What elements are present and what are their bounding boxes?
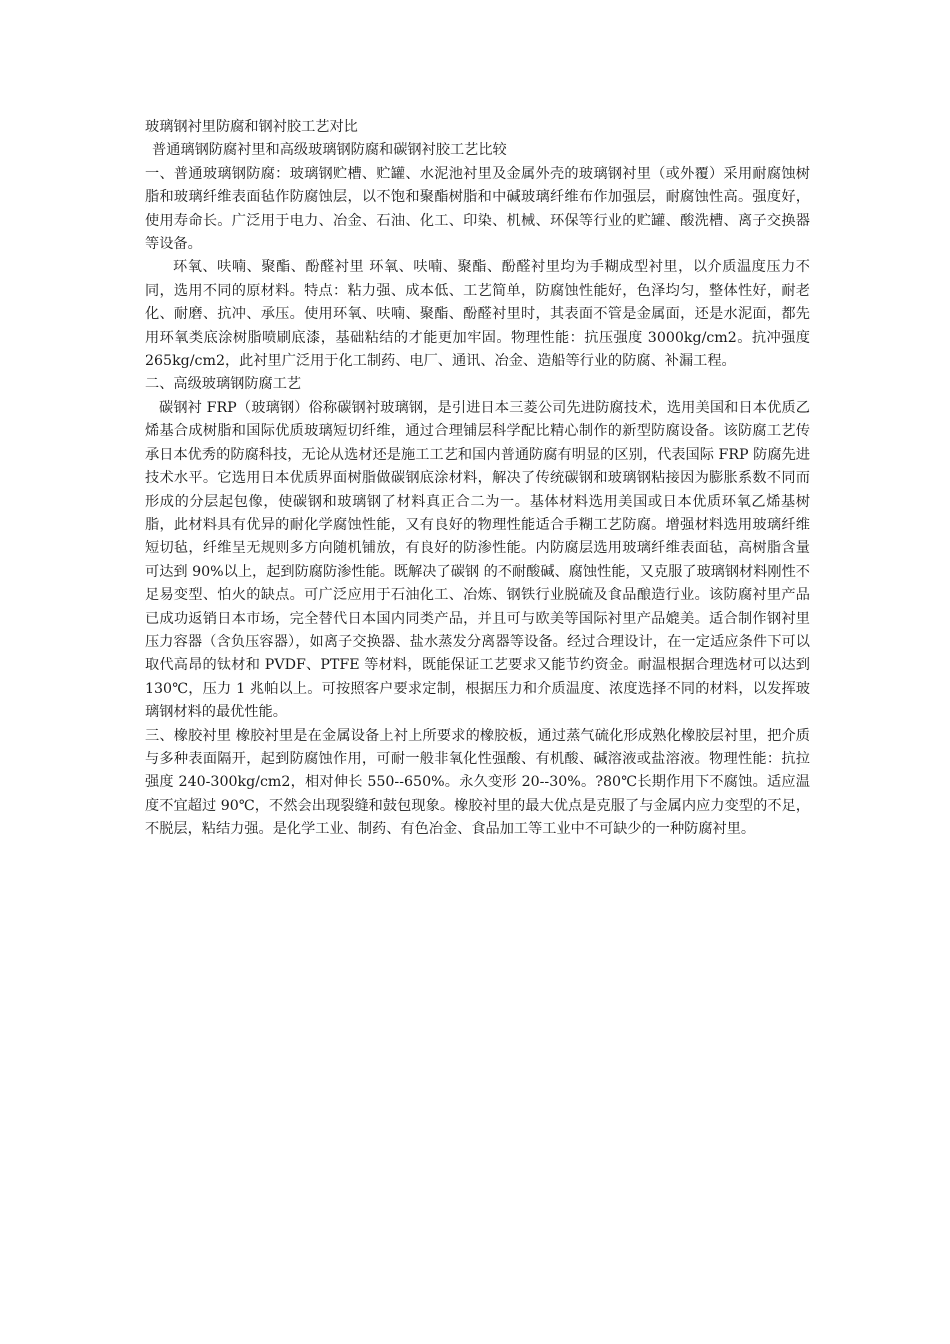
section-epoxy-lining: 环氧、呋喃、聚酯、酚醛衬里 环氧、呋喃、聚酯、酚醛衬里均为手糊成型衬里，以介质温度压力不同，选用不同的原材料。特点：粘力强、成本低、工艺简单，防腐蚀性能好，色泽均匀，整体性好，耐老化、耐磨、抗冲、承压。使用环氧、呋喃、聚酯、酚醛衬里时，其表面不管是金属面，还是水泥面，都先用环氧类底涂树脂喷刷底漆，基础粘结的才能更加牢固。物理性能：抗压强度 3000kg/cm2。抗冲强度 265kg/cm2，此衬里广泛用于化工制药、电厂、通讯、冶金、造船等行业的防腐、补漏工程。 bbox=[145, 259, 810, 370]
document-title: 玻璃钢衬里防腐和钢衬胶工艺对比 bbox=[145, 119, 358, 135]
section-carbon-steel-frp: 碳钢衬 FRP（玻璃钢）俗称碳钢衬玻璃钢，是引进日本三菱公司先进防腐技术，选用美国和日本优质乙烯基合成树脂和国际优质玻璃短切纤维，通过合理铺层科学配比精心制作的新型防腐设备。该防腐工艺传承日本优秀的防腐科技，无论从选材还是施工工艺和国内普通防腐有明显的区别，代表国际 FRP 防腐先进技术水平。它选用日本优质界面树脂做碳钢底涂材料，解决了传统碳钢和玻璃钢粘接因为膨胀系数不同而形成的分层起包像，使碳钢和玻璃钢了材料真正合二为一。基体材料选用美国或日本优质环氧乙烯基树脂，此材料具有优异的耐化学腐蚀性能，又有良好的物理性能适合手糊工艺防腐。增强材料选用玻璃纤维短切毡，纤维呈无规则多方向随机铺放，有良好的防渗性能。内防腐层选用玻璃纤维表面毡，高树脂含量可达到 90%以上，起到防腐防渗性能。既解决了碳钢 的不耐酸碱、腐蚀性能，又克服了玻璃钢材料刚性不足易变型、怕火的缺点。可广泛应用于石油化工、冶炼、钢铁行业脱硫及食品酿造行业。该防腐衬里产品已成功返销日本市场，完全替代日本国内同类产品，并且可与欧美等国际衬里产品媲美。适合制作钢衬里压力容器（含负压容器），如离子交换器、盐水蒸发分离器等设备。经过合理设计，在一定适应条件下可以取代高昂的钛材和 PVDF、PTFE 等材料，既能保证工艺要求又能节约资金。耐温根据合理选材可以达到 130℃，压力 1 兆帕以上。可按照客户要求定制，根据压力和介质温度、浓度选择不同的材料，以发挥玻璃钢材料的最优性能。 bbox=[145, 399, 810, 721]
section-ordinary-frp: 一、普通玻璃钢防腐：玻璃钢贮槽、贮罐、水泥池衬里及金属外壳的玻璃钢衬里（或外覆）采用耐腐蚀树脂和玻璃纤维表面毡作防腐蚀层，以不饱和聚酯树脂和中碱玻璃纤维布作加强层，耐腐蚀性高。强度好，使用寿命长。广泛用于电力、冶金、石油、化工、印染、机械、环保等行业的贮罐、酸洗槽、离子交换器等设备。 bbox=[145, 165, 810, 253]
section-heading-advanced-frp: 二、高级玻璃钢防腐工艺 bbox=[145, 376, 302, 393]
document-page bbox=[145, 116, 810, 842]
document-subtitle: 普通璃钢防腐衬里和高级玻璃钢防腐和碳钢衬胶工艺比较 bbox=[152, 142, 507, 159]
section-rubber-lining: 三、橡胶衬里 橡胶衬里是在金属设备上衬上所要求的橡胶板，通过蒸气硫化形成熟化橡胶层衬里，把介质与多种表面隔开，起到防腐蚀作用，可耐一般非氧化性强酸、有机酸、碱溶液或盐溶液。物理性能：抗拉强度 240-300kg/cm2，相对伸长 550--650%。永久变形 20--30%。?80℃长期作用下不腐蚀。适应温度不宜超过 90℃，不然会出现裂缝和鼓包现象。橡胶衬里的最大优点是克服了与金属内应力变型的不足，不脱层，粘结力强。是化学工业、制药、有色冶金、食品加工等工业中不可缺少的一种防腐衬里。 bbox=[145, 727, 810, 838]
